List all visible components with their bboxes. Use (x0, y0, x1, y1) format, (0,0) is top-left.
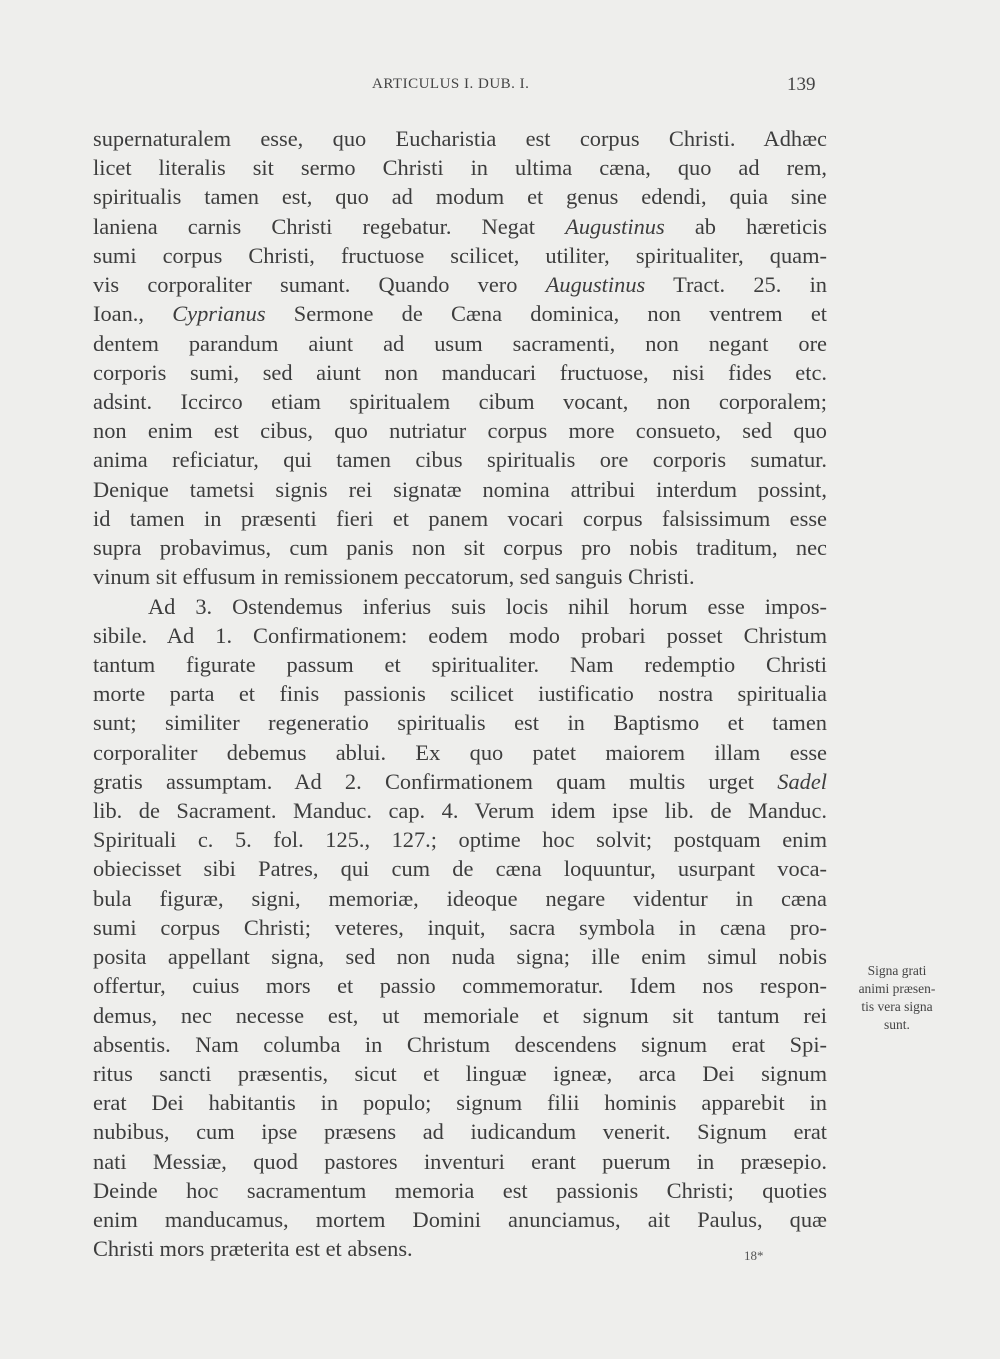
text-line (93, 708, 827, 737)
text-segment: sumi corpus Christi, fructuose scilicet, utiliter, spiritualiter, quam- (93, 242, 827, 268)
text-line (93, 445, 827, 474)
text-line (93, 825, 827, 854)
text-line (93, 1117, 827, 1146)
text-line (93, 1147, 827, 1176)
text-line (93, 1205, 827, 1234)
text-line (93, 1059, 827, 1088)
text-line (93, 1176, 827, 1205)
printer-signature-mark: 18* (744, 1248, 764, 1263)
text-segment: Spirituali c. 5. fol. 125., 127.; optime hoc solvit; postquam enim (93, 827, 827, 853)
text-segment: nati Messiæ, quod pastores inventuri erant puerum in præsepio. (93, 1148, 827, 1174)
text-segment: sibile. Ad 1. Confirmationem: eodem modo probari posset Christum (93, 622, 827, 648)
text-segment: Ad 3. Ostendemus inferius suis locis nihil horum esse impos- (148, 593, 827, 619)
text-segment: vis corporaliter sumant. Quando vero (93, 272, 546, 298)
text-segment: supernaturalem esse, quo Eucharistia est corpus Christi. Adhæc (93, 126, 827, 151)
text-segment: ritus sancti præsentis, sicut et linguæ igneæ, arca Dei signum (93, 1061, 827, 1086)
text-line (93, 1234, 827, 1263)
text-segment: erat Dei habitantis in populo; signum filii hominis apparebit in (93, 1090, 827, 1116)
text-segment: dentem parandum aiunt ad usum sacramenti, non negant ore (93, 330, 827, 356)
text-segment: tantum figurate passum et spiritualiter. Nam redemptio Christi (93, 651, 827, 677)
text-line (93, 884, 827, 913)
text-segment: corporis sumi, sed aiunt non manducari fructuose, nisi fides etc. (93, 359, 827, 385)
text-segment: offertur, cuius mors et passio commemoratur. Idem nos respon- (93, 973, 827, 999)
text-line (93, 913, 827, 942)
text-segment: sumi corpus Christi; veteres, inquit, sacra symbola in cæna pro- (93, 914, 827, 940)
italic-name: Cyprianus (172, 301, 266, 327)
text-segment: Sermone de Cæna dominica, non ventrem et (265, 301, 828, 327)
text-segment: enim manducamus, mortem Domini anunciamus, ait Paulus, quæ (93, 1207, 827, 1233)
marginal-note-line: animi præsen- (858, 981, 936, 996)
text-line (93, 621, 827, 650)
text-line (93, 299, 827, 328)
italic-name: Sadel (777, 768, 827, 794)
italic-name: Augustinus (565, 213, 665, 239)
text-segment: sunt; similiter regeneratio spiritualis est in Baptismo et tamen (93, 710, 827, 736)
text-segment: spiritualis tamen est, quo ad modum et genus edendi, quia sine (93, 184, 827, 210)
text-line (93, 270, 827, 299)
marginal-note (842, 962, 952, 1034)
text-line (93, 650, 827, 679)
text-line (93, 562, 827, 591)
text-segment: adsint. Iccirco etiam spiritualem cibum vocant, non corporalem; (93, 388, 827, 414)
body-text (93, 124, 827, 1264)
text-segment: bula figuræ, signi, memoriæ, ideoque negare videntur in cæna (93, 885, 827, 911)
text-segment: id tamen in præsenti fieri et panem vocari corpus falsissimum esse (93, 505, 827, 531)
text-line (93, 942, 827, 971)
text-segment: posita appellant signa, sed non nuda signa; ille enim simul nobis (93, 944, 827, 970)
text-line (93, 1088, 827, 1117)
text-segment: nubibus, cum ipse præsens ad iudicandum venerit. Signum erat (93, 1119, 827, 1145)
text-line (93, 1030, 827, 1059)
text-line (93, 475, 827, 504)
page-number: 139 (787, 74, 816, 95)
text-segment: supra probavimus, cum panis non sit corpus pro nobis traditum, nec (93, 535, 827, 561)
text-segment: anima reficiatur, qui tamen cibus spiritualis ore corporis sumatur. (93, 447, 827, 473)
text-line (93, 767, 827, 796)
text-line (93, 738, 827, 767)
text-line (93, 182, 827, 211)
text-segment: obiecisset sibi Patres, qui cum de cæna loquuntur, usurpant voca- (93, 856, 827, 882)
text-line (93, 854, 827, 883)
text-line (93, 212, 827, 241)
text-segment: Christi mors præterita est et absens. (93, 1236, 413, 1262)
text-line (93, 971, 827, 1000)
text-line (93, 153, 827, 182)
text-segment: lib. de Sacrament. Manduc. cap. 4. Verum idem ipse lib. de Manduc. (93, 798, 827, 824)
text-segment: corporaliter debemus ablui. Ex quo patet maiorem illam esse (93, 739, 827, 765)
text-segment: Tract. 25. in (645, 272, 827, 298)
text-line (93, 387, 827, 416)
text-line (93, 533, 827, 562)
text-line (93, 1001, 827, 1030)
marginal-note-line: sunt. (884, 1017, 910, 1032)
text-segment: licet literalis sit sermo Christi in ultima cæna, quo ad rem, (93, 155, 827, 181)
text-line (93, 796, 827, 825)
text-segment: ab hæreticis (664, 213, 827, 239)
running-title: ARTICULUS I. DUB. I. (372, 76, 530, 92)
text-segment: Ioan., (93, 301, 173, 327)
text-segment: non enim est cibus, quo nutriatur corpus more consueto, sed quo (93, 418, 827, 444)
text-segment: absentis. Nam columba in Christum descendens signum erat Spi- (93, 1031, 827, 1057)
text-line (93, 416, 827, 445)
italic-name: Augustinus (545, 272, 646, 298)
text-line (93, 679, 827, 708)
text-segment: Deinde hoc sacramentum memoria est passionis Christi; quoties (93, 1177, 827, 1203)
text-segment: demus, nec necesse est, ut memoriale et signum sit tantum rei (93, 1002, 827, 1028)
text-line (93, 124, 827, 153)
marginal-note-line: tis vera signa (861, 999, 933, 1014)
text-line (93, 329, 827, 358)
text-segment: Denique tametsi signis rei signatæ nomina attribui interdum possint, (93, 476, 827, 502)
text-segment: vinum sit effusum in remissionem peccatorum, sed sanguis Christi. (93, 564, 695, 590)
text-segment: laniena carnis Christi regebatur. Negat (93, 213, 566, 239)
text-line (93, 358, 827, 387)
text-segment: gratis assumptam. Ad 2. Confirmationem quam multis urget (93, 768, 778, 794)
text-segment: morte parta et finis passionis scilicet iustificatio nostra spiritualia (93, 681, 827, 707)
text-line (93, 504, 827, 533)
marginal-note-line: Signa grati (867, 963, 927, 978)
text-line (93, 592, 827, 621)
text-line (93, 241, 827, 270)
